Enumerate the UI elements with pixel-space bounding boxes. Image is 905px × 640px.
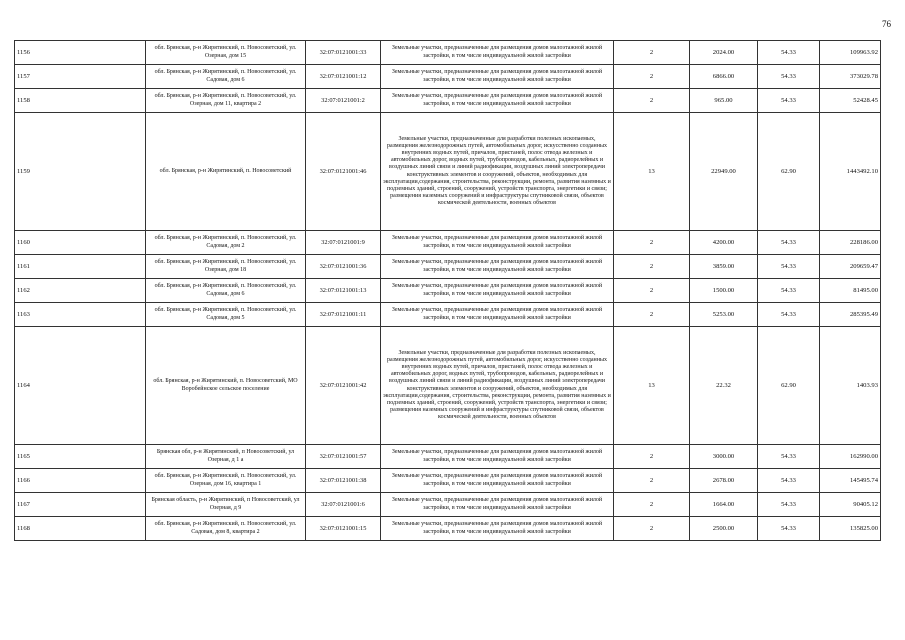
area-cell: 6866.00: [690, 65, 758, 89]
table-row: [15, 445, 881, 469]
land-use-cell: Земельные участки, предназначенные для размещения домов малоэтажной жилой застройки, в том числе индивидуальной жилой застройки: [381, 231, 614, 255]
cadastral-value-cell: 145495.74: [820, 469, 881, 493]
category-code-cell: 2: [614, 65, 690, 89]
specific-value-cell: 54.33: [758, 469, 820, 493]
cadastral-number-cell: 32:07:0121001:38: [306, 469, 381, 493]
category-code-cell: 13: [614, 113, 690, 231]
area-cell: 3859.00: [690, 255, 758, 279]
cadastral-value-cell: 135825.00: [820, 517, 881, 541]
land-use-cell: Земельные участки, предназначенные для размещения домов малоэтажной жилой застройки, в том числе индивидуальной жилой застройки: [381, 255, 614, 279]
row-number: 1167: [15, 493, 146, 517]
land-use-cell: Земельные участки, предназначенные для размещения домов малоэтажной жилой застройки, в том числе индивидуальной жилой застройки: [381, 445, 614, 469]
cadastral-number-cell: 32:07:0121001:33: [306, 41, 381, 65]
page-number: 76: [882, 19, 891, 29]
land-use-cell: Земельные участки, предназначенные для размещения домов малоэтажной жилой застройки, в том числе индивидуальной жилой застройки: [381, 469, 614, 493]
cadastral-value-cell: 81495.00: [820, 279, 881, 303]
category-code-cell: 2: [614, 255, 690, 279]
category-code-cell: 2: [614, 517, 690, 541]
land-use-cell: Земельные участки, предназначенные для размещения домов малоэтажной жилой застройки, в том числе индивидуальной жилой застройки: [381, 303, 614, 327]
cadastral-number-cell: 32:07:0121001:2: [306, 89, 381, 113]
area-cell: 22949.00: [690, 113, 758, 231]
category-code-cell: 2: [614, 231, 690, 255]
specific-value-cell: 54.33: [758, 303, 820, 327]
table-row: [15, 65, 881, 89]
cadastral-value-cell: 285395.49: [820, 303, 881, 327]
table-row: [15, 493, 881, 517]
cadastral-number-cell: 32:07:0121001:12: [306, 65, 381, 89]
address-cell: обл. Брянская, р-н Жирятинский, п. Новосоветский, ул. Озерная, дом 11, квартира 2: [146, 89, 306, 113]
cadastral-value-cell: 228186.00: [820, 231, 881, 255]
address-cell: обл. Брянская, р-н Жирятинский, п. Новосоветский, МО Воробейнское сельское поселение: [146, 327, 306, 445]
area-cell: 4200.00: [690, 231, 758, 255]
specific-value-cell: 54.33: [758, 65, 820, 89]
specific-value-cell: 54.33: [758, 89, 820, 113]
cadastral-number-cell: 32:07:0121001:36: [306, 255, 381, 279]
land-use-cell: Земельные участки, предназначенные для размещения домов малоэтажной жилой застройки, в том числе индивидуальной жилой застройки: [381, 41, 614, 65]
area-cell: 1664.00: [690, 493, 758, 517]
table-row: [15, 113, 881, 231]
address-cell: обл. Брянская, р-н Жирятинский, п. Новосоветский, ул. Садовая, дом 5: [146, 303, 306, 327]
specific-value-cell: 54.33: [758, 255, 820, 279]
category-code-cell: 2: [614, 279, 690, 303]
address-cell: обл. Брянская, р-н Жирятинский, п. Новосоветский, ул. Садовая, дом 8, квартира 2: [146, 517, 306, 541]
address-cell: Брянская обл, р-н Жирятинский, п Новосоветский, ул Озерная, д 1 а: [146, 445, 306, 469]
land-use-cell: Земельные участки, предназначенные для размещения домов малоэтажной жилой застройки, в том числе индивидуальной жилой застройки: [381, 279, 614, 303]
table-row: [15, 255, 881, 279]
row-number: 1159: [15, 113, 146, 231]
address-cell: обл. Брянская, р-н Жирятинский, п. Новосоветский, ул. Озерная, дом 18: [146, 255, 306, 279]
cadastral-value-cell: 109963.92: [820, 41, 881, 65]
land-use-cell: Земельные участки, предназначенные для размещения домов малоэтажной жилой застройки, в том числе индивидуальной жилой застройки: [381, 517, 614, 541]
address-cell: обл. Брянская, р-н Жирятинский, п. Новосоветский, ул. Садовая, дом 2: [146, 231, 306, 255]
category-code-cell: 13: [614, 327, 690, 445]
category-code-cell: 2: [614, 469, 690, 493]
cadastral-number-cell: 32:07:0121001:57: [306, 445, 381, 469]
cadastral-number-cell: 32:07:0121001:9: [306, 231, 381, 255]
row-number: 1163: [15, 303, 146, 327]
specific-value-cell: 62.90: [758, 327, 820, 445]
address-cell: обл. Брянская, р-н Жирятинский, п. Новосоветский, ул. Садовая, дом 6: [146, 279, 306, 303]
cadastral-number-cell: 32:07:0121001:6: [306, 493, 381, 517]
land-use-cell: Земельные участки, предназначенные для разработки полезных ископаемых, размещения железнодорожных путей, автомобильных дорог, искусственно созданных внутренних водных путей, причалов, пристаней, полос отвода железных и автомобильных дорог, водных путей, трубопроводов, кабельных, радиорелейных и воздушных линий связи и линий радиофикации, воздушных линий электропередачи конструктивных элементов и сооружений, объектов, необходимых для эксплуатации,содержания, строительства, реконструкции, ремонта, развития наземных и подземных зданий, строений, сооружений, устройств транспорта, энергетики и связи; размещения наземных сооружений и инфраструктуры спутниковой связи, объектов космической деятельности, военных объектов: [381, 327, 614, 445]
cadastral-number-cell: 32:07:0121001:42: [306, 327, 381, 445]
cadastral-number-cell: 32:07:0121001:11: [306, 303, 381, 327]
specific-value-cell: 54.33: [758, 517, 820, 541]
row-number: 1165: [15, 445, 146, 469]
area-cell: 3000.00: [690, 445, 758, 469]
land-use-cell: Земельные участки, предназначенные для размещения домов малоэтажной жилой застройки, в том числе индивидуальной жилой застройки: [381, 89, 614, 113]
row-number: 1157: [15, 65, 146, 89]
area-cell: 1500.00: [690, 279, 758, 303]
area-cell: 2678.00: [690, 469, 758, 493]
table-row: [15, 279, 881, 303]
land-use-cell: Земельные участки, предназначенные для размещения домов малоэтажной жилой застройки, в том числе индивидуальной жилой застройки: [381, 65, 614, 89]
table-row: [15, 231, 881, 255]
specific-value-cell: 54.33: [758, 493, 820, 517]
category-code-cell: 2: [614, 445, 690, 469]
row-number: 1162: [15, 279, 146, 303]
row-number: 1166: [15, 469, 146, 493]
cadastral-value-cell: 209659.47: [820, 255, 881, 279]
cadastral-value-cell: 1403.93: [820, 327, 881, 445]
cadastral-value-cell: 1443492.10: [820, 113, 881, 231]
table-row: [15, 303, 881, 327]
row-number: 1161: [15, 255, 146, 279]
area-cell: 2024.00: [690, 41, 758, 65]
cadastral-value-cell: 90405.12: [820, 493, 881, 517]
table-row: [15, 517, 881, 541]
address-cell: обл. Брянская, р-н Жирятинский, п. Новосоветский: [146, 113, 306, 231]
cadastral-value-cell: 52428.45: [820, 89, 881, 113]
registry-body: [15, 41, 881, 541]
table-row: [15, 41, 881, 65]
area-cell: 22.32: [690, 327, 758, 445]
row-number: 1158: [15, 89, 146, 113]
area-cell: 965.00: [690, 89, 758, 113]
cadastral-number-cell: 32:07:0121001:13: [306, 279, 381, 303]
address-cell: обл. Брянская, р-н Жирятинский, п. Новосоветский, ул. Озерная, дом 16, квартира 1: [146, 469, 306, 493]
land-use-cell: Земельные участки, предназначенные для размещения домов малоэтажной жилой застройки, в том числе индивидуальной жилой застройки: [381, 493, 614, 517]
area-cell: 5253.00: [690, 303, 758, 327]
row-number: 1156: [15, 41, 146, 65]
area-cell: 2500.00: [690, 517, 758, 541]
row-number: 1164: [15, 327, 146, 445]
category-code-cell: 2: [614, 303, 690, 327]
specific-value-cell: 62.90: [758, 113, 820, 231]
address-cell: обл. Брянская, р-н Жирятинский, п. Новосоветский, ул. Садовая, дом 6: [146, 65, 306, 89]
specific-value-cell: 54.33: [758, 279, 820, 303]
row-number: 1168: [15, 517, 146, 541]
land-registry-table: [14, 40, 881, 541]
address-cell: Брянская область, р-н Жирятинский, п Новосоветский, ул Озерная, д 9: [146, 493, 306, 517]
cadastral-value-cell: 373029.78: [820, 65, 881, 89]
address-cell: обл. Брянская, р-н Жирятинский, п. Новосоветский, ул. Озерная, дом 15: [146, 41, 306, 65]
category-code-cell: 2: [614, 89, 690, 113]
specific-value-cell: 54.33: [758, 41, 820, 65]
specific-value-cell: 54.33: [758, 445, 820, 469]
category-code-cell: 2: [614, 493, 690, 517]
row-number: 1160: [15, 231, 146, 255]
table-row: [15, 89, 881, 113]
table-row: [15, 327, 881, 445]
category-code-cell: 2: [614, 41, 690, 65]
cadastral-value-cell: 162990.00: [820, 445, 881, 469]
specific-value-cell: 54.33: [758, 231, 820, 255]
cadastral-number-cell: 32:07:0121001:15: [306, 517, 381, 541]
table-row: [15, 469, 881, 493]
land-use-cell: Земельные участки, предназначенные для разработки полезных ископаемых, размещения железнодорожных путей, автомобильных дорог, искусственно созданных внутренних водных путей, причалов, пристаней, полос отвода железных и автомобильных дорог, водных путей, трубопроводов, кабельных, радиорелейных и воздушных линий связи и линий радиофикации, воздушных линий электропередачи конструктивных элементов и сооружений, объектов, необходимых для эксплуатации,содержания, строительства, реконструкции, ремонта, развития наземных и подземных зданий, строений, сооружений, устройств транспорта, энергетики и связи; размещения наземных сооружений и инфраструктуры спутниковой связи, объектов космической деятельности, военных объектов: [381, 113, 614, 231]
cadastral-number-cell: 32:07:0121001:46: [306, 113, 381, 231]
